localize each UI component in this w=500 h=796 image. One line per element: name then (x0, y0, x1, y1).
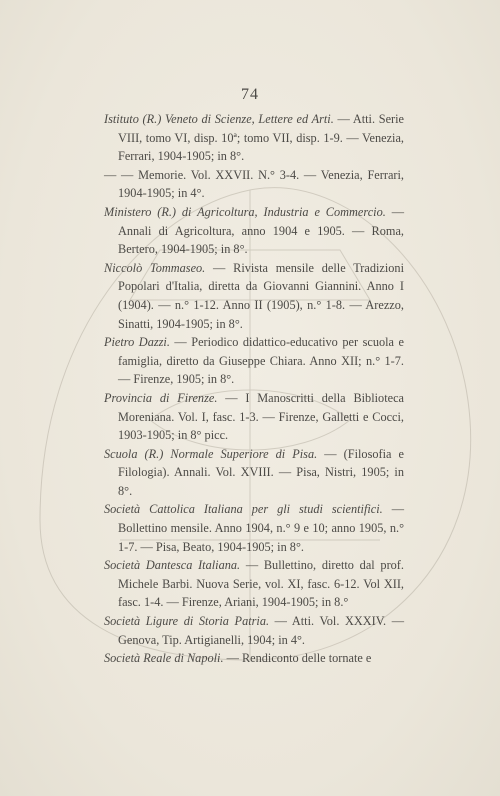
bibliography-entry (104, 649, 404, 668)
entry-details: — Bullettino, diretto dal prof. Michele Barbi. Nuova Serie, vol. XI, fasc. 6-12. Vol XII, fasc. 1-4. — Firenze, Ariani, 1904-1905; in 8.° (118, 558, 404, 610)
entry-institution: Ministero (R.) di Agricoltura, Industria e Commercio. (104, 204, 386, 219)
entry-institution: Niccolò Tommaseo. (104, 260, 206, 275)
entry-institution: Scuola (R.) Normale Superiore di Pisa. (104, 446, 318, 461)
entry-institution: Pietro Dazzi. (104, 335, 170, 350)
entry-institution: Società Dantesca Italiana. (104, 558, 241, 573)
bibliography-entry (104, 259, 404, 333)
bibliography-entry (104, 556, 404, 612)
bibliography-entry (104, 333, 404, 389)
entry-details: — Periodico didattico-educativo per scuola e famiglia, diretto da Giuseppe Chiara. Anno XII; n.° 1-7. — Firenze, 1905; in 8°. (118, 335, 404, 387)
bibliography-entry (104, 166, 404, 203)
entry-details: — — Memorie. Vol. XXVII. N.° 3-4. — Venezia, Ferrari, 1904-1905; in 4°. (104, 167, 404, 201)
entry-details: — I Manoscritti della Biblioteca Moreniana. Vol. I, fasc. 1-3. — Firenze, Galletti e Cocci, 1903-1905; in 8° picc. (118, 390, 404, 443)
entry-details: — Annali di Agricoltura, anno 1904 e 1905. — Roma, Bertero, 1904-1905; in 8°. (118, 204, 404, 257)
bibliography-entry (104, 500, 404, 556)
bibliography-entry (104, 612, 404, 649)
bibliography-list (104, 110, 404, 668)
entry-details: — Bollettino mensile. Anno 1904, n.° 9 e 10; anno 1905, n.° 1-7. — Pisa, Beato, 1904-1905; in 8°. (118, 502, 404, 554)
entry-details: — (Filosofia e Filologia). Annali. Vol. XVIII. — Pisa, Nistri, 1905; in 8°. (118, 446, 404, 498)
entry-institution: Società Ligure di Storia Patria. (104, 614, 270, 629)
entry-details: — Atti. Vol. XXXIV. — Genova, Tip. Artigianelli, 1904; in 4°. (118, 614, 404, 647)
entry-institution: Istituto (R.) Veneto di Scienze, Lettere ed Arti. (104, 112, 334, 126)
entry-institution: Società Cattolica Italiana per gli studi scientifici. (104, 502, 383, 517)
entry-details: — Rivista mensile delle Tradizioni Popolari d'Italia, diretta da Giovanni Giannini. Anno I (1904). — n.° 1-12. Anno II (1905), n.° 1-8. — Arezzo, Sinatti, 1904-1905; in 8°. (118, 260, 404, 331)
entry-institution: Provincia di Firenze. (104, 390, 218, 405)
bibliography-entry (104, 110, 404, 166)
entry-details: — Atti. Serie VIII, tomo VI, disp. 10ª; tomo VII, disp. 1-9. — Venezia, Ferrari, 1904-1905; in 8°. (118, 112, 405, 164)
bibliography-entry (104, 445, 404, 501)
bibliography-entry (104, 389, 404, 445)
entry-institution: Società Reale di Napoli. (104, 651, 224, 666)
page-number: 74 (241, 86, 259, 103)
bibliography-entry (104, 203, 404, 259)
entry-details: — Rendiconto delle tornate e (223, 651, 372, 666)
